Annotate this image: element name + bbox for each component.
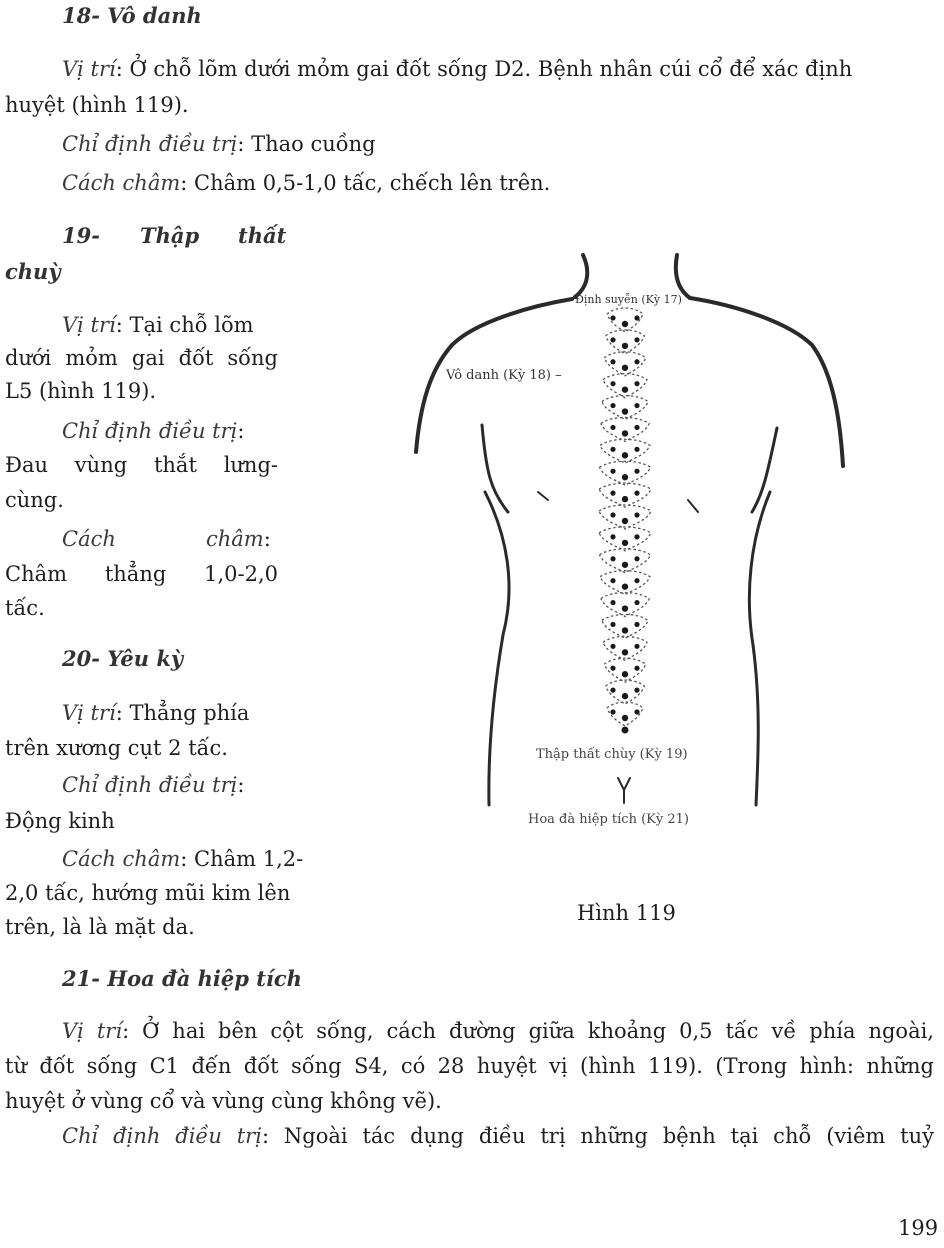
s19-vitri-line3: L5 (hình 119).	[5, 379, 157, 403]
vertebra-outline	[602, 396, 648, 420]
figure-119-back-illustration	[400, 245, 870, 845]
vertebra-outline	[602, 614, 648, 638]
hoa-da-point-dot	[634, 359, 639, 364]
hoa-da-point-dot	[634, 688, 639, 693]
hoa-da-point-dot	[634, 469, 639, 474]
hoa-da-point-dot	[634, 534, 639, 539]
vertebra-outline	[599, 461, 650, 485]
figure-caption: Hình 119	[577, 901, 676, 925]
hoa-da-point-dot	[634, 600, 639, 605]
s19-vitri-line1: Vị trí: Tại chỗ lõm	[62, 313, 254, 337]
neck-right-line	[676, 255, 690, 298]
spinous-point-dot	[622, 583, 628, 589]
hoa-da-point-dot	[610, 688, 615, 693]
hoa-da-point-dot	[634, 578, 639, 583]
hoa-da-point-dot	[610, 666, 615, 671]
s21-vitri-line1: Vị trí: Ở hai bên cột sống, cách đường giữa khoảng 0,5 tấc về phía ngoài,	[62, 1019, 934, 1043]
s19-cacham-word1: Cách	[62, 527, 116, 551]
s18-chidinh: Chỉ định điều trị: Thao cuồng	[62, 132, 376, 156]
left-arm-line	[482, 425, 508, 512]
right-scapula-mark	[688, 500, 698, 512]
s19-cacham-line3: tấc.	[5, 596, 45, 620]
heading-19-word3: chuỳ	[5, 259, 61, 284]
vertebra-outline	[603, 636, 647, 660]
hoa-da-point-dot	[610, 425, 615, 430]
spinous-point-dot	[622, 365, 628, 371]
s20-cacham-line1: Cách châm: Châm 1,2-	[62, 847, 304, 871]
left-torso-outline	[485, 492, 509, 805]
hoa-da-point-dot	[610, 622, 615, 627]
page-number: 199	[898, 1216, 939, 1240]
hoa-da-point-dot	[634, 512, 639, 517]
label-hoa-da-hiep-tich: Hoa đà hiệp tích (Kỳ 21)	[528, 812, 689, 827]
hoa-da-point-dot	[610, 644, 615, 649]
heading-21: 21- Hoa đà hiệp tích	[62, 966, 302, 991]
s19-cacham-word2: châm:	[206, 527, 271, 551]
heading-19-word1: Thập	[140, 223, 200, 248]
hoa-da-point-dot	[610, 512, 615, 517]
hoa-da-point-dot	[610, 469, 615, 474]
spinous-point-dot	[622, 474, 628, 480]
vertebra-outline	[599, 505, 651, 529]
spinous-point-dot	[622, 540, 628, 546]
gluteal-cleft	[618, 778, 630, 803]
spinous-point-dot	[622, 562, 628, 568]
s19-cacham-line2: Châm thẳng 1,0-2,0	[5, 562, 278, 586]
hoa-da-point-dot	[634, 644, 639, 649]
vertebra-outline	[604, 352, 645, 376]
hoa-da-point-dot	[634, 447, 639, 452]
s18-vitri-line1: Vị trí: Ở chỗ lõm dưới mỏm gai đốt sống D2. Bệnh nhân cúi cổ để xác định	[62, 57, 853, 81]
spinous-point-dot	[622, 671, 628, 677]
spinous-point-dot	[622, 627, 628, 633]
hoa-da-point-dot	[610, 556, 615, 561]
spinous-point-dot	[622, 649, 628, 655]
spinous-point-dot	[622, 452, 628, 458]
spinous-point-dot	[622, 408, 628, 414]
s20-cacham-line3: trên, là là mặt da.	[5, 915, 195, 939]
hoa-da-point-dot	[610, 359, 615, 364]
hoa-da-point-dot	[610, 578, 615, 583]
heading-19-word2: thất	[238, 223, 287, 248]
spinous-point-dot	[622, 518, 628, 524]
hoa-da-point-dot	[634, 337, 639, 342]
spinous-point-dot	[622, 321, 628, 327]
heading-20: 20- Yêu kỳ	[62, 646, 184, 671]
hoa-da-point-dot	[610, 600, 615, 605]
hoa-da-point-dot	[634, 556, 639, 561]
vertebra-outline	[600, 439, 650, 463]
label-thap-that-chuy: Thập thất chùy (Kỳ 19)	[536, 747, 688, 762]
vertebra-outline	[599, 483, 651, 507]
s18-vitri-line2: huyệt (hình 119).	[5, 93, 189, 117]
neck-left-line	[575, 255, 587, 297]
label-dinh-suyen: Định suyễn (Kỳ 17)	[575, 293, 682, 306]
s20-vitri-line2: trên xương cụt 2 tấc.	[5, 736, 228, 760]
thap-that-chuy-point-dot	[622, 727, 629, 734]
hoa-da-point-dot	[634, 491, 639, 496]
hoa-da-point-dot	[610, 337, 615, 342]
s19-vitri-line2: dưới mỏm gai đốt sống	[5, 346, 278, 370]
s21-vitri-line2: từ đốt sống C1 đến đốt sống S4, có 28 huyệt vị (hình 119). (Trong hình: những	[5, 1054, 934, 1078]
spinous-point-dot	[622, 605, 628, 611]
hoa-da-point-dot	[610, 709, 615, 714]
spinous-point-dot	[622, 693, 628, 699]
spinous-point-dot	[622, 430, 628, 436]
spinous-point-dot	[622, 343, 628, 349]
vertebra-outline	[603, 374, 647, 398]
vertebra-outline	[599, 549, 650, 573]
spinous-point-dot	[622, 386, 628, 392]
s19-chidinh-line2: Đau vùng thắt lưng-	[5, 453, 278, 477]
spinous-point-dot	[622, 715, 628, 721]
hoa-da-point-dot	[634, 403, 639, 408]
hoa-da-point-dot	[610, 315, 615, 320]
vertebra-outline	[599, 527, 651, 551]
s20-vitri-line1: Vị trí: Thẳng phía	[62, 701, 250, 725]
hoa-da-point-dot	[610, 447, 615, 452]
right-torso-outline	[749, 492, 770, 805]
vertebra-outline	[604, 658, 645, 682]
hoa-da-point-dot	[610, 534, 615, 539]
right-shoulder-outline	[690, 298, 843, 466]
hoa-da-point-dot	[610, 491, 615, 496]
spinous-point-dot	[622, 496, 628, 502]
s19-chidinh-line1: Chỉ định điều trị:	[62, 419, 245, 443]
s21-vitri-line3: huyệt ở vùng cổ và vùng cùng không vẽ).	[5, 1089, 442, 1113]
hoa-da-point-dot	[634, 315, 639, 320]
hoa-da-point-dot	[634, 381, 639, 386]
hoa-da-point-dot	[610, 381, 615, 386]
hoa-da-point-dot	[634, 666, 639, 671]
vertebra-outline	[601, 593, 649, 617]
hoa-da-point-dot	[634, 425, 639, 430]
left-scapula-mark	[538, 492, 548, 500]
right-arm-line	[752, 428, 777, 512]
s20-chidinh-line1: Chỉ định điều trị:	[62, 773, 245, 797]
hoa-da-point-dot	[634, 709, 639, 714]
hoa-da-point-dot	[634, 622, 639, 627]
hoa-da-point-dot	[610, 403, 615, 408]
s20-cacham-line2: 2,0 tấc, hướng mũi kim lên	[5, 881, 291, 905]
label-vo-danh: Vô danh (Kỳ 18) –	[446, 368, 562, 383]
s18-cacham: Cách châm: Châm 0,5-1,0 tấc, chếch lên trên.	[62, 171, 551, 195]
vertebra-outline	[601, 417, 649, 441]
s21-chidinh-line1: Chỉ định điều trị: Ngoài tác dụng điều trị những bệnh tại chỗ (viêm tuỷ	[62, 1124, 935, 1148]
label-vi-tri: Vị trí	[62, 57, 116, 81]
s20-chidinh-line2: Động kinh	[5, 809, 115, 833]
s19-chidinh-line3: cùng.	[5, 488, 64, 512]
heading-19-num: 19-	[62, 223, 100, 248]
vertebra-outline	[600, 571, 650, 595]
heading-18: 18- Vô danh	[62, 3, 202, 28]
